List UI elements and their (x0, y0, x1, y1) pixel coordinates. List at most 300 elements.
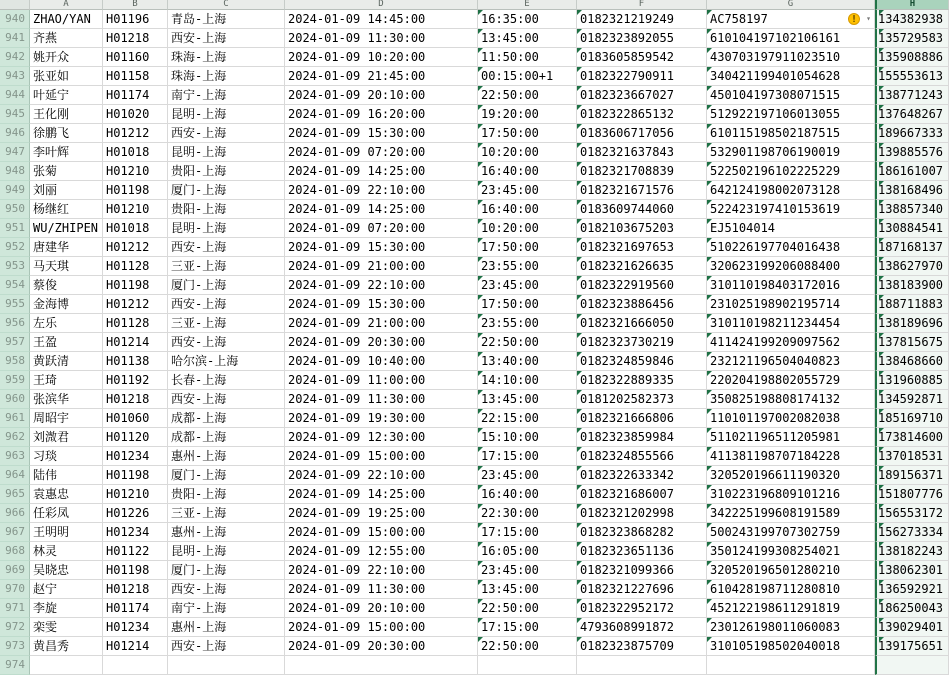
cell-e-arrive[interactable] (478, 67, 577, 86)
cell-b-flight[interactable] (103, 143, 168, 162)
cell-f-phone[interactable] (577, 10, 707, 29)
cell-e-arrive[interactable] (478, 580, 577, 599)
cell-f-phone[interactable] (577, 162, 707, 181)
cell-d-depart[interactable] (285, 295, 478, 314)
cell-h-mobile[interactable] (875, 409, 949, 428)
cell-a-name[interactable] (30, 238, 103, 257)
cell-a-name[interactable] (30, 599, 103, 618)
row-header[interactable]: 941 (0, 29, 30, 48)
cell-a-name[interactable] (30, 618, 103, 637)
row-header[interactable]: 962 (0, 428, 30, 447)
cell-e-arrive[interactable] (478, 181, 577, 200)
cell-f-phone[interactable] (577, 637, 707, 656)
cell-f-phone[interactable] (577, 371, 707, 390)
column-header-f[interactable]: F (577, 0, 707, 10)
cell-h-mobile[interactable] (875, 637, 949, 656)
cell-a-name[interactable] (30, 542, 103, 561)
cell-b-flight[interactable] (103, 10, 168, 29)
cell-a-name[interactable] (30, 352, 103, 371)
cell-d-depart[interactable] (285, 637, 478, 656)
cell-f-phone[interactable] (577, 656, 707, 675)
cell-c-route[interactable] (168, 181, 285, 200)
cell-c-route[interactable] (168, 352, 285, 371)
cell-c-route[interactable] (168, 10, 285, 29)
column-header-c[interactable]: C (168, 0, 285, 10)
cell-e-arrive[interactable] (478, 466, 577, 485)
cell-f-phone[interactable] (577, 447, 707, 466)
cell-g-id_no[interactable] (707, 48, 875, 67)
cell-f-phone[interactable] (577, 352, 707, 371)
cell-g-id_no[interactable] (707, 561, 875, 580)
cell-h-mobile[interactable] (875, 10, 949, 29)
cell-d-depart[interactable] (285, 276, 478, 295)
cell-c-route[interactable] (168, 314, 285, 333)
cell-g-id_no[interactable] (707, 238, 875, 257)
row-header[interactable]: 955 (0, 295, 30, 314)
cell-f-phone[interactable] (577, 143, 707, 162)
cell-c-route[interactable] (168, 542, 285, 561)
cell-c-route[interactable] (168, 580, 285, 599)
cell-a-name[interactable] (30, 219, 103, 238)
cell-d-depart[interactable] (285, 580, 478, 599)
cell-d-depart[interactable] (285, 162, 478, 181)
cell-d-depart[interactable] (285, 485, 478, 504)
cell-h-mobile[interactable] (875, 67, 949, 86)
cell-a-name[interactable] (30, 485, 103, 504)
cell-b-flight[interactable] (103, 295, 168, 314)
cell-h-mobile[interactable] (875, 143, 949, 162)
cell-h-mobile[interactable] (875, 238, 949, 257)
cell-c-route[interactable] (168, 48, 285, 67)
cell-f-phone[interactable] (577, 295, 707, 314)
cell-d-depart[interactable] (285, 523, 478, 542)
cell-h-mobile[interactable] (875, 466, 949, 485)
cell-c-route[interactable] (168, 67, 285, 86)
cell-c-route[interactable] (168, 124, 285, 143)
cell-d-depart[interactable] (285, 390, 478, 409)
cell-g-id_no[interactable] (707, 29, 875, 48)
cell-a-name[interactable] (30, 390, 103, 409)
cell-e-arrive[interactable] (478, 523, 577, 542)
cell-b-flight[interactable] (103, 219, 168, 238)
cell-b-flight[interactable] (103, 542, 168, 561)
cell-h-mobile[interactable] (875, 257, 949, 276)
cell-d-depart[interactable] (285, 352, 478, 371)
cell-b-flight[interactable] (103, 105, 168, 124)
cell-e-arrive[interactable] (478, 200, 577, 219)
cell-h-mobile[interactable] (875, 48, 949, 67)
cell-e-arrive[interactable] (478, 390, 577, 409)
cell-d-depart[interactable] (285, 656, 478, 675)
cell-h-mobile[interactable] (875, 561, 949, 580)
cell-e-arrive[interactable] (478, 143, 577, 162)
cell-c-route[interactable] (168, 504, 285, 523)
cell-f-phone[interactable] (577, 238, 707, 257)
cell-d-depart[interactable] (285, 333, 478, 352)
cell-e-arrive[interactable] (478, 656, 577, 675)
cell-h-mobile[interactable] (875, 333, 949, 352)
cell-h-mobile[interactable] (875, 523, 949, 542)
cell-b-flight[interactable] (103, 257, 168, 276)
row-header[interactable]: 969 (0, 561, 30, 580)
cell-g-id_no[interactable] (707, 200, 875, 219)
cell-a-name[interactable] (30, 276, 103, 295)
cell-c-route[interactable] (168, 29, 285, 48)
cell-g-id_no[interactable] (707, 656, 875, 675)
cell-c-route[interactable] (168, 656, 285, 675)
cell-c-route[interactable] (168, 143, 285, 162)
cell-d-depart[interactable] (285, 181, 478, 200)
cell-e-arrive[interactable] (478, 504, 577, 523)
row-header[interactable]: 961 (0, 409, 30, 428)
cell-g-id_no[interactable] (707, 447, 875, 466)
cell-c-route[interactable] (168, 162, 285, 181)
cell-f-phone[interactable] (577, 105, 707, 124)
cell-e-arrive[interactable] (478, 409, 577, 428)
cell-b-flight[interactable] (103, 485, 168, 504)
cell-a-name[interactable] (30, 409, 103, 428)
cell-f-phone[interactable] (577, 124, 707, 143)
cell-g-id_no[interactable] (707, 352, 875, 371)
cell-h-mobile[interactable] (875, 428, 949, 447)
cell-b-flight[interactable] (103, 200, 168, 219)
cell-d-depart[interactable] (285, 561, 478, 580)
cell-h-mobile[interactable] (875, 295, 949, 314)
cell-d-depart[interactable] (285, 238, 478, 257)
cell-d-depart[interactable] (285, 542, 478, 561)
cell-a-name[interactable] (30, 333, 103, 352)
row-header[interactable]: 970 (0, 580, 30, 599)
cell-b-flight[interactable] (103, 504, 168, 523)
row-header[interactable]: 968 (0, 542, 30, 561)
cell-f-phone[interactable] (577, 523, 707, 542)
cell-e-arrive[interactable] (478, 371, 577, 390)
cell-a-name[interactable] (30, 29, 103, 48)
row-header[interactable]: 946 (0, 124, 30, 143)
cell-g-id_no[interactable] (707, 276, 875, 295)
cell-a-name[interactable] (30, 504, 103, 523)
cell-d-depart[interactable] (285, 428, 478, 447)
cell-g-id_no[interactable] (707, 295, 875, 314)
row-header[interactable]: 945 (0, 105, 30, 124)
cell-g-id_no[interactable] (707, 504, 875, 523)
row-header[interactable]: 965 (0, 485, 30, 504)
cell-a-name[interactable] (30, 295, 103, 314)
cell-f-phone[interactable] (577, 599, 707, 618)
cell-a-name[interactable] (30, 67, 103, 86)
cell-a-name[interactable] (30, 447, 103, 466)
cell-a-name[interactable] (30, 200, 103, 219)
cell-f-phone[interactable] (577, 48, 707, 67)
cell-d-depart[interactable] (285, 86, 478, 105)
cell-b-flight[interactable] (103, 238, 168, 257)
cell-c-route[interactable] (168, 257, 285, 276)
cell-d-depart[interactable] (285, 504, 478, 523)
cell-h-mobile[interactable] (875, 124, 949, 143)
cell-e-arrive[interactable] (478, 428, 577, 447)
cell-b-flight[interactable] (103, 181, 168, 200)
row-header[interactable]: 943 (0, 67, 30, 86)
cell-g-id_no[interactable] (707, 466, 875, 485)
cell-d-depart[interactable] (285, 599, 478, 618)
cell-g-id_no[interactable] (707, 219, 875, 238)
cell-g-id_no[interactable] (707, 257, 875, 276)
cell-f-phone[interactable] (577, 276, 707, 295)
row-header[interactable]: 953 (0, 257, 30, 276)
cell-e-arrive[interactable] (478, 86, 577, 105)
cell-e-arrive[interactable] (478, 447, 577, 466)
cell-c-route[interactable] (168, 618, 285, 637)
cell-e-arrive[interactable] (478, 485, 577, 504)
cell-a-name[interactable] (30, 10, 103, 29)
cell-f-phone[interactable] (577, 466, 707, 485)
cell-e-arrive[interactable] (478, 637, 577, 656)
cell-e-arrive[interactable] (478, 314, 577, 333)
cell-g-id_no[interactable] (707, 390, 875, 409)
cell-f-phone[interactable] (577, 618, 707, 637)
cell-h-mobile[interactable] (875, 276, 949, 295)
cell-h-mobile[interactable] (875, 504, 949, 523)
cell-d-depart[interactable] (285, 105, 478, 124)
cell-e-arrive[interactable] (478, 10, 577, 29)
row-header[interactable]: 967 (0, 523, 30, 542)
cell-c-route[interactable] (168, 599, 285, 618)
cell-e-arrive[interactable] (478, 295, 577, 314)
cell-f-phone[interactable] (577, 409, 707, 428)
cell-g-id_no[interactable] (707, 599, 875, 618)
cell-e-arrive[interactable] (478, 162, 577, 181)
cell-b-flight[interactable] (103, 656, 168, 675)
cell-g-id_no[interactable] (707, 162, 875, 181)
cell-h-mobile[interactable] (875, 105, 949, 124)
column-header-h[interactable]: H (875, 0, 949, 10)
cell-h-mobile[interactable] (875, 200, 949, 219)
cell-c-route[interactable] (168, 333, 285, 352)
cell-b-flight[interactable] (103, 48, 168, 67)
cell-f-phone[interactable] (577, 390, 707, 409)
cell-c-route[interactable] (168, 428, 285, 447)
row-header[interactable]: 949 (0, 181, 30, 200)
cell-b-flight[interactable] (103, 466, 168, 485)
cell-a-name[interactable] (30, 580, 103, 599)
cell-f-phone[interactable] (577, 504, 707, 523)
cell-g-id_no[interactable] (707, 181, 875, 200)
cell-b-flight[interactable] (103, 428, 168, 447)
cell-h-mobile[interactable] (875, 485, 949, 504)
cell-c-route[interactable] (168, 466, 285, 485)
cell-h-mobile[interactable] (875, 618, 949, 637)
cell-a-name[interactable] (30, 257, 103, 276)
cell-e-arrive[interactable] (478, 29, 577, 48)
cell-g-id_no[interactable] (707, 333, 875, 352)
cell-c-route[interactable] (168, 485, 285, 504)
column-header-d[interactable]: D (285, 0, 478, 10)
cell-b-flight[interactable] (103, 390, 168, 409)
cell-a-name[interactable] (30, 124, 103, 143)
cell-g-id_no[interactable] (707, 86, 875, 105)
cell-d-depart[interactable] (285, 29, 478, 48)
cell-g-id_no[interactable] (707, 580, 875, 599)
cell-f-phone[interactable] (577, 219, 707, 238)
cell-a-name[interactable] (30, 181, 103, 200)
cell-e-arrive[interactable] (478, 105, 577, 124)
cell-b-flight[interactable] (103, 599, 168, 618)
cell-f-phone[interactable] (577, 67, 707, 86)
row-header[interactable]: 974 (0, 656, 30, 675)
cell-f-phone[interactable] (577, 86, 707, 105)
cell-e-arrive[interactable] (478, 238, 577, 257)
cell-c-route[interactable] (168, 200, 285, 219)
cell-f-phone[interactable] (577, 561, 707, 580)
cell-g-id_no[interactable] (707, 143, 875, 162)
cell-b-flight[interactable] (103, 276, 168, 295)
row-header[interactable]: 963 (0, 447, 30, 466)
row-header[interactable]: 971 (0, 599, 30, 618)
row-header[interactable]: 957 (0, 333, 30, 352)
cell-c-route[interactable] (168, 276, 285, 295)
select-all-corner[interactable] (0, 0, 30, 10)
cell-b-flight[interactable] (103, 637, 168, 656)
row-header[interactable]: 973 (0, 637, 30, 656)
cell-h-mobile[interactable] (875, 447, 949, 466)
cell-f-phone[interactable] (577, 428, 707, 447)
row-header[interactable]: 950 (0, 200, 30, 219)
cell-g-id_no[interactable] (707, 124, 875, 143)
cell-e-arrive[interactable] (478, 561, 577, 580)
cell-e-arrive[interactable] (478, 542, 577, 561)
cell-f-phone[interactable] (577, 542, 707, 561)
cell-h-mobile[interactable] (875, 181, 949, 200)
cell-f-phone[interactable] (577, 200, 707, 219)
cell-b-flight[interactable] (103, 618, 168, 637)
cell-a-name[interactable] (30, 143, 103, 162)
row-header[interactable]: 966 (0, 504, 30, 523)
cell-b-flight[interactable] (103, 162, 168, 181)
cell-d-depart[interactable] (285, 143, 478, 162)
cell-b-flight[interactable] (103, 86, 168, 105)
cell-a-name[interactable] (30, 466, 103, 485)
cell-d-depart[interactable] (285, 48, 478, 67)
cell-b-flight[interactable] (103, 67, 168, 86)
cell-h-mobile[interactable] (875, 599, 949, 618)
error-warning-icon[interactable]: ! (848, 13, 860, 25)
row-header[interactable]: 964 (0, 466, 30, 485)
cell-f-phone[interactable] (577, 485, 707, 504)
cell-e-arrive[interactable] (478, 124, 577, 143)
cell-a-name[interactable] (30, 428, 103, 447)
cell-c-route[interactable] (168, 523, 285, 542)
cell-h-mobile[interactable] (875, 656, 949, 675)
row-header[interactable]: 951 (0, 219, 30, 238)
cell-b-flight[interactable] (103, 352, 168, 371)
cell-e-arrive[interactable] (478, 276, 577, 295)
cell-d-depart[interactable] (285, 67, 478, 86)
cell-e-arrive[interactable] (478, 219, 577, 238)
cell-b-flight[interactable] (103, 29, 168, 48)
cell-d-depart[interactable] (285, 466, 478, 485)
cell-d-depart[interactable] (285, 371, 478, 390)
cell-b-flight[interactable] (103, 124, 168, 143)
cell-d-depart[interactable] (285, 618, 478, 637)
row-header[interactable]: 942 (0, 48, 30, 67)
cell-a-name[interactable] (30, 162, 103, 181)
cell-b-flight[interactable] (103, 447, 168, 466)
cell-g-id_no[interactable] (707, 314, 875, 333)
cell-d-depart[interactable] (285, 257, 478, 276)
cell-g-id_no[interactable] (707, 542, 875, 561)
cell-h-mobile[interactable] (875, 86, 949, 105)
cell-g-id_no[interactable] (707, 67, 875, 86)
cell-h-mobile[interactable] (875, 162, 949, 181)
cell-f-phone[interactable] (577, 181, 707, 200)
cell-e-arrive[interactable] (478, 257, 577, 276)
column-header-e[interactable]: E (478, 0, 577, 10)
cell-a-name[interactable] (30, 86, 103, 105)
cell-d-depart[interactable] (285, 219, 478, 238)
cell-b-flight[interactable] (103, 523, 168, 542)
cell-a-name[interactable] (30, 561, 103, 580)
row-header[interactable]: 972 (0, 618, 30, 637)
cell-f-phone[interactable] (577, 257, 707, 276)
row-header[interactable]: 954 (0, 276, 30, 295)
cell-h-mobile[interactable] (875, 29, 949, 48)
column-header-b[interactable]: B (103, 0, 168, 10)
cell-a-name[interactable] (30, 314, 103, 333)
cell-h-mobile[interactable] (875, 542, 949, 561)
cell-a-name[interactable] (30, 656, 103, 675)
cell-c-route[interactable] (168, 561, 285, 580)
row-header[interactable]: 944 (0, 86, 30, 105)
cell-b-flight[interactable] (103, 580, 168, 599)
column-header-g[interactable]: G (707, 0, 875, 10)
row-header[interactable]: 958 (0, 352, 30, 371)
cell-g-id_no[interactable] (707, 523, 875, 542)
cell-b-flight[interactable] (103, 409, 168, 428)
cell-g-id_no[interactable] (707, 618, 875, 637)
cell-d-depart[interactable] (285, 409, 478, 428)
cell-c-route[interactable] (168, 637, 285, 656)
cell-d-depart[interactable] (285, 447, 478, 466)
row-header[interactable]: 952 (0, 238, 30, 257)
warning-dropdown-icon[interactable]: ▾ (866, 14, 871, 23)
cell-f-phone[interactable] (577, 333, 707, 352)
cell-f-phone[interactable] (577, 314, 707, 333)
row-header[interactable]: 940 (0, 10, 30, 29)
cell-b-flight[interactable] (103, 333, 168, 352)
cell-c-route[interactable] (168, 295, 285, 314)
row-header[interactable]: 956 (0, 314, 30, 333)
cell-a-name[interactable] (30, 637, 103, 656)
cell-g-id_no[interactable] (707, 485, 875, 504)
cell-a-name[interactable] (30, 371, 103, 390)
cell-g-id_no[interactable] (707, 371, 875, 390)
cell-d-depart[interactable] (285, 10, 478, 29)
cell-c-route[interactable] (168, 390, 285, 409)
cell-c-route[interactable] (168, 86, 285, 105)
cell-e-arrive[interactable] (478, 333, 577, 352)
cell-h-mobile[interactable] (875, 580, 949, 599)
row-header[interactable]: 959 (0, 371, 30, 390)
cell-g-id_no[interactable] (707, 428, 875, 447)
cell-b-flight[interactable] (103, 371, 168, 390)
row-header[interactable]: 947 (0, 143, 30, 162)
cell-b-flight[interactable] (103, 314, 168, 333)
column-header-a[interactable]: A (30, 0, 103, 10)
cell-h-mobile[interactable] (875, 314, 949, 333)
cell-d-depart[interactable] (285, 200, 478, 219)
cell-h-mobile[interactable] (875, 352, 949, 371)
cell-f-phone[interactable] (577, 580, 707, 599)
